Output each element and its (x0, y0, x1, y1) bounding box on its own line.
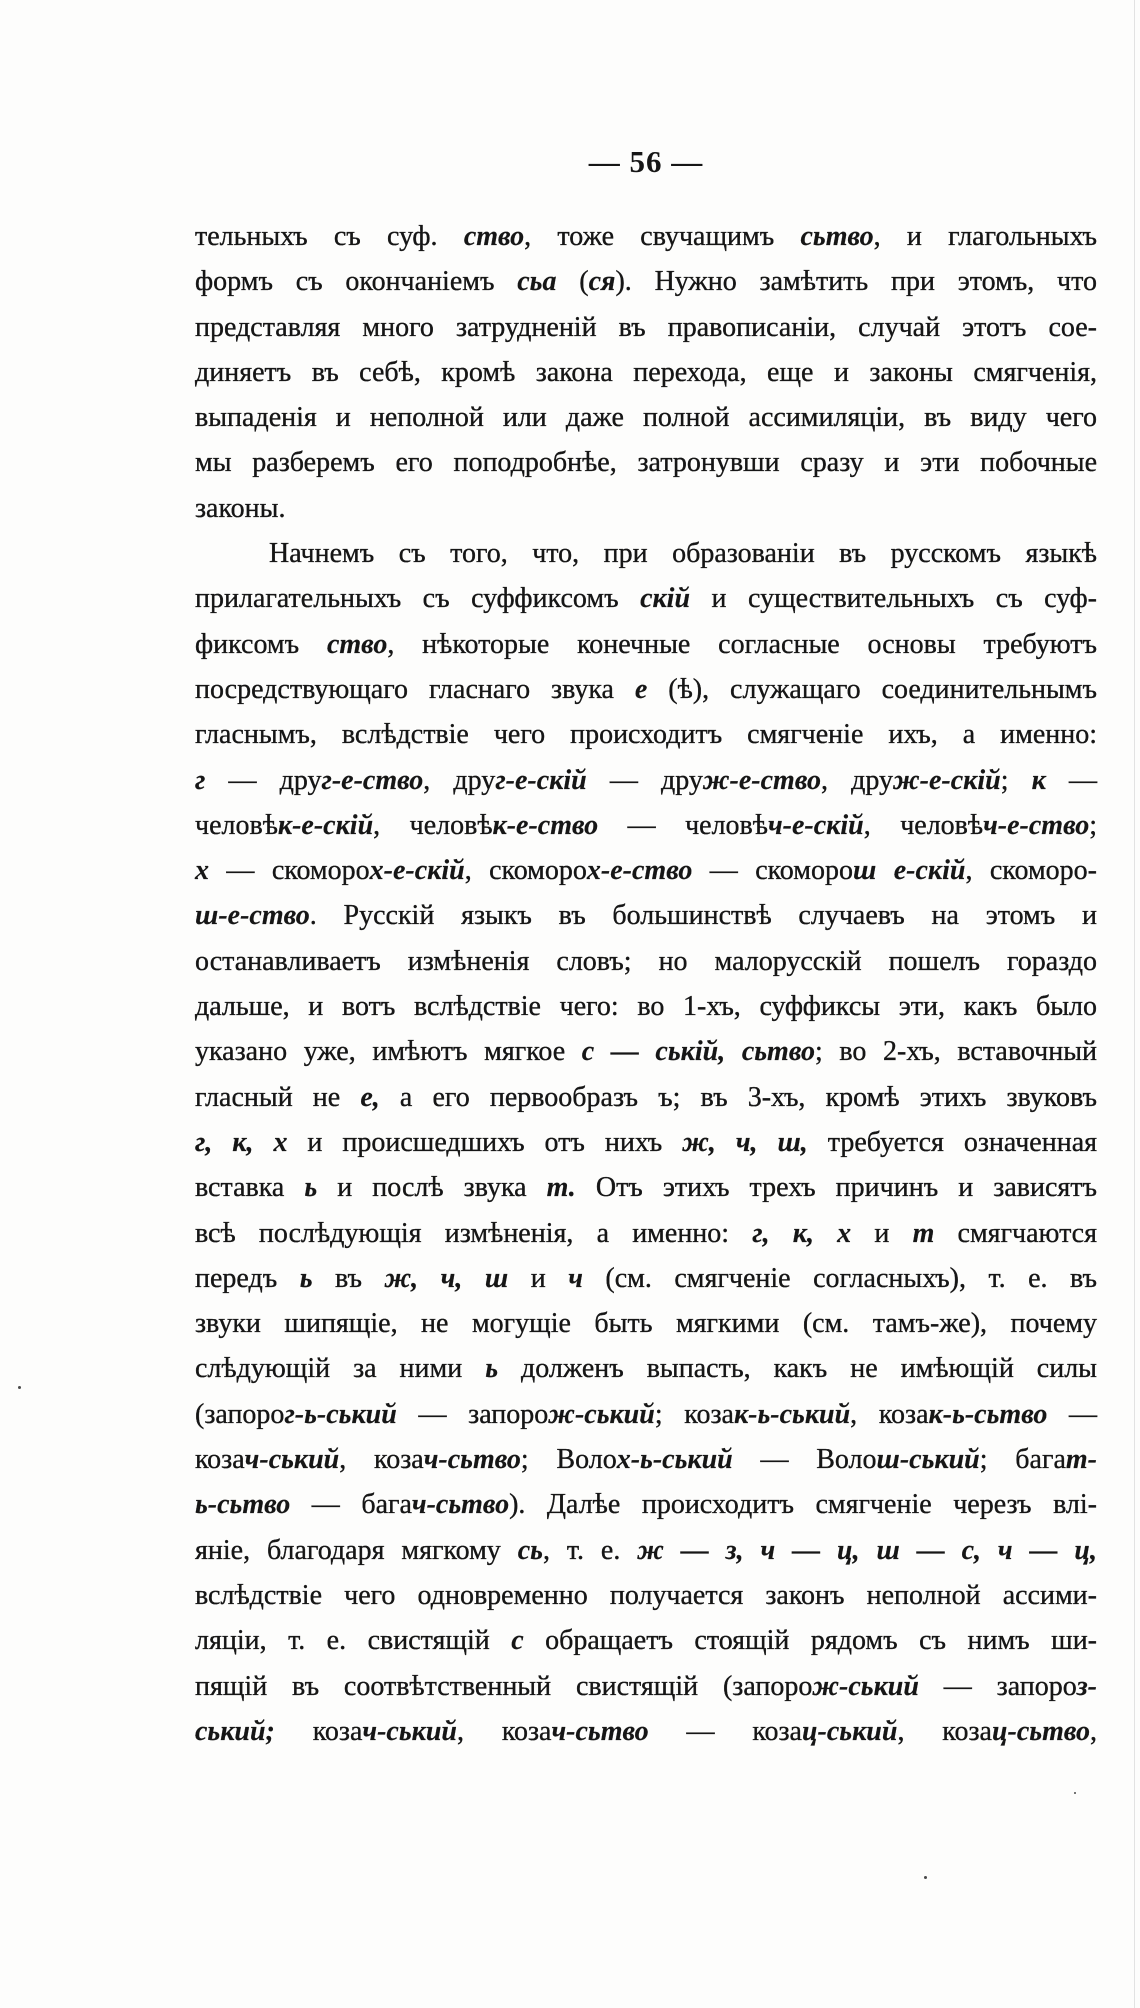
text-run: — бага (290, 1489, 412, 1521)
text-run: ; бага (979, 1444, 1066, 1476)
text-run: слѣдующій за ними (195, 1353, 486, 1385)
italic-text: с — ській, сьтво (581, 1036, 815, 1068)
italic-text: ь (304, 1172, 318, 1204)
text-line (195, 1346, 1097, 1391)
italic-text: ш-ський (876, 1444, 980, 1476)
italic-text: сь (517, 1534, 543, 1566)
text-line (195, 712, 1097, 757)
text-run: и происшедшихъ отъ нихъ (287, 1126, 683, 1158)
text-run: мы разберемъ его поподробнѣе, затронувши сразу и эти побочные (195, 447, 1097, 479)
text-run: долженъ выпасть, какъ не имѣющій силы (498, 1353, 1097, 1385)
italic-text: ч-сьтво (423, 1444, 521, 1476)
text-run: , (1090, 1715, 1097, 1747)
text-run: диняетъ въ себѣ, кромѣ закона перехода, еще и законы смягченія, (195, 356, 1097, 388)
text-run: коза (274, 1715, 363, 1747)
italic-text: ж-ський (812, 1670, 919, 1702)
paragraph (195, 214, 1097, 531)
body-text (195, 214, 1097, 1754)
text-line (195, 1211, 1097, 1256)
italic-text: ш-е-ство (195, 900, 310, 932)
text-run: , тоже свучащимъ (524, 221, 801, 252)
text-run: останавливаетъ измѣненія словъ; но малорусскій пошелъ гораздо (195, 945, 1097, 977)
text-run: представляя много затрудненій въ правописаніи, случай этотъ сое- (195, 311, 1097, 343)
text-run: — Воло (732, 1444, 877, 1476)
text-run: гласнымъ, вслѣдствіе чего происходитъ смягченіе ихъ, а именно: (195, 719, 1097, 751)
text-run: — коза (648, 1715, 802, 1747)
italic-text: ж-е-скій (893, 764, 1001, 796)
italic-text: е, (360, 1081, 380, 1113)
italic-text: ж — з, ч — ц, ш — с, ч — ц, (637, 1534, 1098, 1566)
italic-text: ство (463, 221, 525, 252)
ink-speck (924, 1876, 927, 1879)
italic-text: т. (546, 1172, 576, 1204)
italic-text: ь (299, 1262, 313, 1294)
text-line (195, 486, 1097, 531)
italic-text: ч-ський (362, 1715, 457, 1747)
text-line (195, 440, 1097, 485)
text-run: , и глагольныхъ (873, 221, 1097, 252)
text-run: ; (1000, 764, 1032, 796)
italic-text: г, к, х (752, 1217, 852, 1249)
text-run: , т. е. (542, 1534, 638, 1566)
text-run: — (1045, 764, 1097, 796)
italic-text: ь-сьтво (195, 1489, 291, 1521)
text-run: пящій въ соотвѣтственный свистящій (запоро (195, 1670, 813, 1702)
italic-text: г-е-ство (321, 764, 424, 796)
text-run: ). Нужно замѣтить при этомъ, что (615, 266, 1098, 298)
italic-text: г-ь-ський (284, 1398, 397, 1430)
text-run: (см. смягченіе согласныхъ), т. е. въ (582, 1262, 1098, 1294)
text-run: прилагательныхъ съ суффиксомъ (195, 583, 641, 615)
text-run: — запоро (918, 1670, 1077, 1702)
text-line (195, 576, 1097, 621)
italic-text: ч-е-ство (983, 809, 1090, 841)
text-run: , человѣ (373, 809, 493, 841)
page-number: — 56 — (588, 144, 704, 179)
text-run: звуки шипящіе, не могущіе быть мягкими (см. тамъ-же), почему (195, 1308, 1097, 1340)
text-run: — (1047, 1398, 1098, 1430)
italic-text: г, к, х (195, 1126, 288, 1158)
text-run: — запоро (396, 1398, 549, 1430)
text-run: обращаетъ стоящій рядомъ съ нимъ ши- (523, 1625, 1097, 1657)
italic-text: скій (640, 583, 691, 615)
text-line (195, 531, 1097, 576)
italic-text: т- (1065, 1444, 1097, 1476)
text-run: дальше, и вотъ вслѣдствіе чего: во 1-хъ, суффиксы эти, какъ было (195, 991, 1097, 1023)
text-run: . Русскій языкъ въ большинствѣ случаевъ на этомъ и (309, 900, 1097, 932)
text-run: , нѣкоторые конечные согласные основы требуютъ (387, 628, 1097, 660)
italic-text: к-ь-сьтво (928, 1398, 1048, 1430)
text-run: передъ (195, 1262, 300, 1294)
text-run: , коза (850, 1398, 929, 1430)
text-run: ; во 2-хъ, вставочный (814, 1036, 1098, 1068)
italic-text: з- (1076, 1670, 1097, 1702)
text-line (195, 350, 1097, 395)
text-run: (запоро (195, 1398, 285, 1430)
text-line (195, 1301, 1097, 1346)
italic-text: ж-е-ство (702, 764, 821, 796)
italic-text: ство (326, 628, 388, 660)
text-run: Начнемъ съ того, что, при образованіи въ русскомъ языкѣ (269, 538, 1097, 570)
italic-text: ч-сьтво (551, 1715, 649, 1747)
italic-text: ж, ч, ш, (682, 1126, 808, 1158)
italic-text: сьа (517, 266, 557, 298)
text-run: ( (556, 266, 589, 298)
text-run: въ (312, 1262, 385, 1294)
text-run: , человѣ (863, 809, 984, 841)
text-run: человѣ (195, 809, 278, 841)
text-run: посредствующаго гласнаго звука (195, 673, 635, 705)
text-line (195, 622, 1097, 667)
italic-text: сьтво (800, 221, 874, 252)
ink-speck (18, 1386, 21, 1389)
text-line (195, 848, 1097, 893)
italic-text: ж, ч, ш (384, 1262, 509, 1294)
text-run: вслѣдствіе чего одновременно получается законъ неполной ассими- (195, 1579, 1097, 1611)
italic-text: с (511, 1625, 524, 1657)
text-run: фиксомъ (195, 628, 327, 660)
text-run: , коза (897, 1715, 992, 1747)
text-run: — дру (586, 764, 703, 796)
text-line (195, 1075, 1097, 1120)
italic-text: к-е-скій (277, 809, 374, 841)
text-line (195, 1165, 1097, 1210)
text-line (195, 984, 1097, 1029)
italic-text: ц-сьтво (991, 1715, 1090, 1747)
text-run: , скоморо- (965, 855, 1097, 887)
italic-text: к-ь-ський (733, 1398, 851, 1430)
text-run: ляціи, т. е. свистящій (195, 1625, 512, 1657)
text-run: Отъ этихъ трехъ причинъ и зависятъ (575, 1172, 1097, 1204)
text-run: всѣ послѣдующія измѣненія, а именно: (195, 1217, 753, 1249)
text-run: формъ съ окончаніемъ (195, 266, 518, 298)
text-run: коза (195, 1444, 245, 1476)
text-line (195, 395, 1097, 440)
text-line (195, 214, 1097, 259)
text-run: тельныхъ съ суф. (195, 221, 464, 252)
italic-text: х-е-скій (369, 855, 465, 887)
italic-text: т (912, 1217, 935, 1249)
text-run: и существительныхъ съ суф- (690, 583, 1098, 615)
text-line (195, 803, 1097, 848)
italic-text: ч-е-скій (767, 809, 864, 841)
text-run: , коза (456, 1715, 552, 1747)
text-run: указано уже, имѣютъ мягкое (195, 1036, 582, 1068)
text-run: , коза (339, 1444, 424, 1476)
italic-text: к (1031, 764, 1046, 796)
page-edge (1134, 0, 1135, 2008)
italic-text: ч-сьтво (411, 1489, 510, 1521)
italic-text: г (195, 764, 206, 796)
text-run: ; Воло (520, 1444, 617, 1476)
italic-text: ь (485, 1353, 499, 1385)
text-run: требуется означенная (807, 1126, 1098, 1158)
text-run: выпаденія и неполной или даже полной ассимиляціи, въ виду чего (195, 402, 1097, 434)
text-line (195, 1618, 1097, 1663)
text-run: смягчаются (934, 1217, 1097, 1249)
italic-text: ся (588, 266, 616, 298)
text-line (195, 1528, 1097, 1573)
italic-text: х-ь-ський (616, 1444, 733, 1476)
italic-text: к-е-ство (492, 809, 599, 841)
italic-text: ш е-скій (852, 855, 966, 887)
text-run: яніе, благодаря мягкому (195, 1534, 518, 1566)
text-run: ; коза (654, 1398, 734, 1430)
italic-text: ський; (195, 1715, 275, 1747)
text-run: и (851, 1217, 913, 1249)
text-run: вставка (195, 1172, 305, 1204)
italic-text: ж-ський (548, 1398, 655, 1430)
text-line (195, 893, 1097, 938)
text-run: — человѣ (598, 809, 768, 841)
italic-text: е (634, 673, 648, 705)
text-line (195, 1437, 1097, 1482)
text-line (195, 1256, 1097, 1301)
text-line (195, 259, 1097, 304)
italic-text: х-е-ство (586, 855, 693, 887)
text-line (195, 758, 1097, 803)
paragraph (195, 531, 1097, 1754)
text-run: (ѣ), служащаго соединительнымъ (647, 673, 1098, 705)
text-run: — скоморо (209, 855, 370, 887)
text-run: а его первообразъ ъ; въ 3-хъ, кромѣ этихъ звуковъ (379, 1081, 1097, 1113)
italic-text: г-е-скій (495, 764, 587, 796)
text-line (195, 305, 1097, 350)
ink-speck (1074, 1792, 1076, 1794)
text-run: ; (1089, 809, 1098, 841)
text-run: , дру (423, 764, 496, 796)
text-line (195, 667, 1097, 712)
text-line (195, 939, 1097, 984)
text-line (195, 1482, 1097, 1527)
text-run: и (508, 1262, 569, 1294)
text-run: ). Далѣе происходитъ смягченіе черезъ влі- (509, 1489, 1097, 1521)
text-run: законы. (195, 492, 286, 524)
text-line (195, 1120, 1097, 1165)
text-run: — скоморо (692, 855, 853, 887)
text-line (195, 1573, 1097, 1618)
text-line (195, 1709, 1097, 1754)
italic-text: ц-ський (801, 1715, 898, 1747)
italic-text: ч (568, 1262, 583, 1294)
text-run: , скоморо (464, 855, 587, 887)
italic-text: ч-ський (244, 1444, 340, 1476)
italic-text: х (195, 855, 209, 887)
text-line (195, 1664, 1097, 1709)
text-line (195, 1029, 1097, 1074)
text-run: гласный не (195, 1081, 361, 1113)
text-run: и послѣ звука (317, 1172, 547, 1204)
text-run: — дру (205, 764, 322, 796)
text-line (195, 1392, 1097, 1437)
text-run: , дру (820, 764, 893, 796)
